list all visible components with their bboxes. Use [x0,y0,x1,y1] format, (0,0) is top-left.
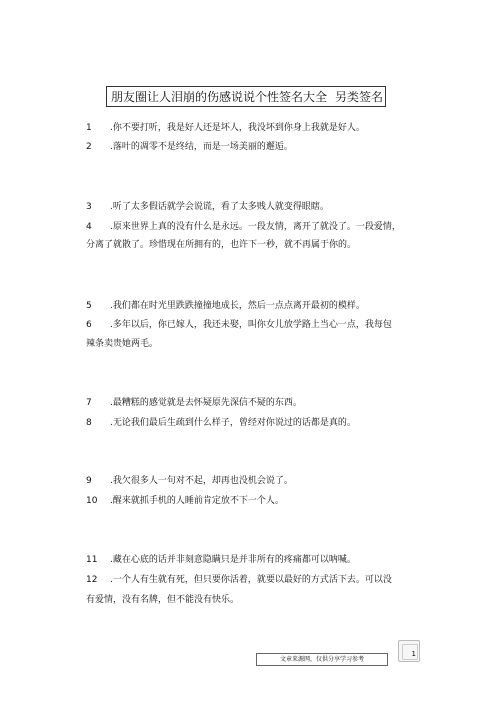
list-item [86,470,386,492]
item-text: .藏在心底的话并非刻意隐瞒只是并非所有的疼痛都可以呐喊。 [110,555,356,565]
document-title-box [106,86,386,107]
item-number: 5 [86,301,92,311]
item-text-continued: 辣条卖贵她两毛。 [86,339,159,349]
page-number-badge [398,640,420,662]
item-text: .原来世界上真的没有什么是永远。一段友情，离开了就没了。一段爱情， [110,222,401,232]
footer-note: 文章来源网，仅供分享学习参考 [256,653,388,666]
item-number: 1 [86,123,92,133]
list-item [86,136,386,158]
item-number: 11 [86,555,98,565]
list-item [86,549,386,571]
list-item [86,490,386,512]
item-number: 4 [86,222,92,232]
document-subtitle: 另类签名 [335,90,384,104]
item-text: .听了太多假话就学会说谎，看了太多贱人就变得眼瞎。 [110,202,329,212]
document-title: 朋友圈让人泪崩的伤感说说个性签名大全 [111,90,328,104]
item-text-continued: 分离了就散了。珍惜现在所拥有的，也许下一秒，就不再属于你的。 [86,240,357,250]
item-number: 2 [86,142,92,152]
item-number: 3 [86,202,92,212]
list-item [86,412,386,434]
item-text: .醒来就抓手机的人睡前肯定放不下一个人。 [110,496,284,506]
item-number: 10 [86,496,98,506]
item-text: .最糟糕的感觉就是去怀疑原先深信不疑的东西。 [110,398,302,408]
item-text: .多年以后，你已嫁人，我还未娶，叫你女儿放学路上当心一点，我每包 [110,320,392,330]
item-number: 7 [86,398,92,408]
item-number: 12 [86,575,98,585]
item-number: 8 [86,418,92,428]
item-text: .我们都在时光里跌跌撞撞地成长，然后一点点离开最初的模样。 [110,301,365,311]
item-text: .落叶的凋零不是终结，而是一场美丽的邂逅。 [110,142,293,152]
item-number: 6 [86,320,92,330]
list-item [86,392,386,414]
item-number: 9 [86,476,92,486]
item-text: .一个人有生就有死，但只要你活着，就要以最好的方式活下去。可以没 [110,575,392,585]
item-text: .我欠很多人一句对不起，却再也没机会说了。 [110,476,293,486]
item-text: .你不要打听，我是好人还是坏人，我没坏到你身上我就是好人。 [110,123,365,133]
item-text-continued: 有爱情，没有名牌，但不能没有快乐。 [86,595,240,605]
item-text: .无论我们最后生疏到什么样子，曾经对你说过的话都是真的。 [110,418,356,428]
page-number: 1 [411,650,416,658]
list-item [86,196,386,218]
list-item [86,569,392,591]
